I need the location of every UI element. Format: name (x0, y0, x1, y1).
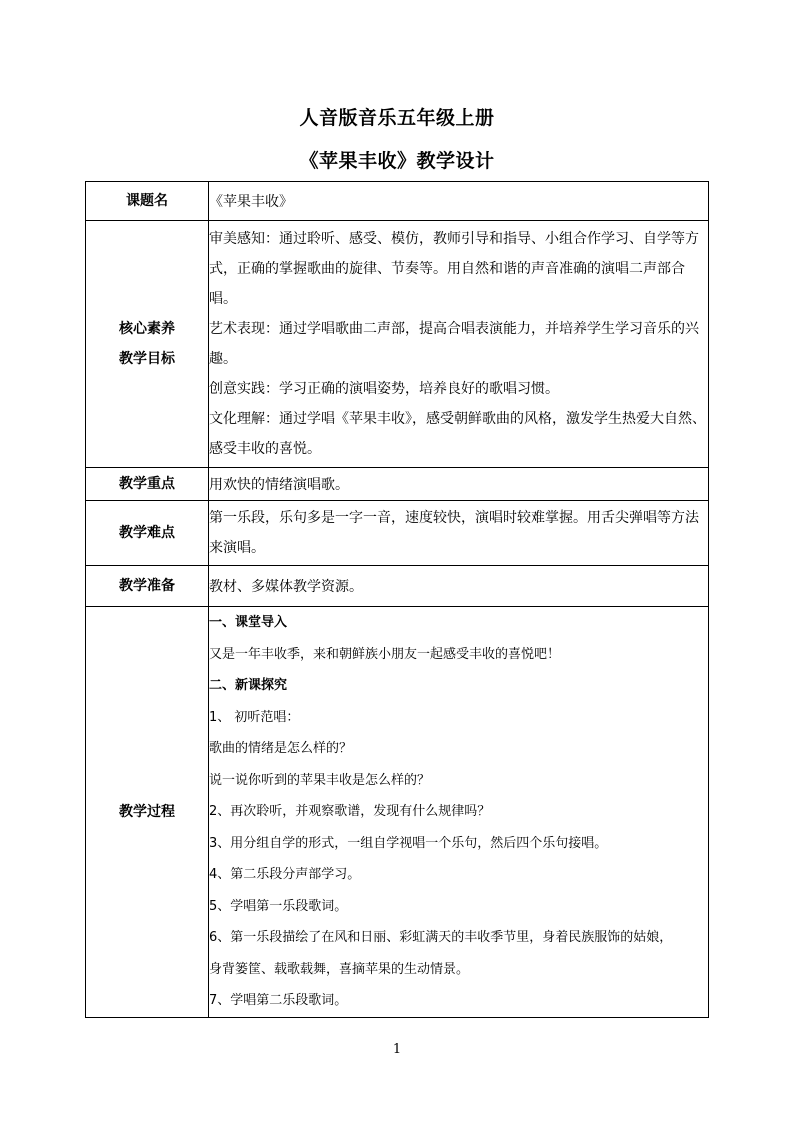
process-line: 5、学唱第一乐段歌词。 (209, 898, 348, 914)
process-line: 歌曲的情绪是怎么样的？ (209, 741, 353, 756)
page-number: 1 (392, 1042, 402, 1057)
table-row-process (86, 607, 709, 1018)
goals-label (86, 221, 209, 468)
topic-label: 课题名 (86, 182, 209, 221)
goal-artistic: 艺术表现：通过学唱歌曲二声部，提高合唱表演能力，并培养学生学习音乐的兴趣。 (209, 321, 699, 367)
goals-content (209, 221, 709, 468)
process-line: 二、新课探究 (209, 678, 288, 693)
process-line: 4、第二乐段分声部学习。 (209, 867, 361, 882)
table-row-key-point (86, 468, 709, 501)
lesson-plan-table (85, 181, 709, 1018)
preparation-label: 教学准备 (86, 566, 209, 607)
key-point-value: 用欢快的情绪演唱歌。 (209, 468, 709, 501)
process-line: 7、学唱第二乐段歌词。 (209, 993, 348, 1008)
process-line: 一、课堂导入 (209, 615, 288, 630)
process-content (209, 607, 709, 1018)
preparation-value: 教材、多媒体教学资源。 (209, 566, 709, 607)
goals-label-line2: 教学目标 (119, 351, 175, 367)
process-line: 身背篓筐、载歌载舞，喜摘苹果的生动情景。 (209, 961, 470, 977)
goal-cultural: 文化理解：通过学唱《苹果丰收》，感受朝鲜歌曲的风格，激发学生热爱大自然、感受丰收的喜悦。 (209, 411, 706, 457)
process-line: 2、再次聆听，并观察歌谱，发现有什么规律吗？ (209, 804, 491, 819)
table-row-difficulty (86, 501, 709, 566)
table-row-topic (86, 182, 709, 221)
process-line: 6、第一乐段描绘了在风和日丽、彩虹满天的丰收季节里，身着民族服饰的姑娘， (209, 930, 673, 945)
goal-aesthetic: 审美感知：通过聆听、感受、模仿，教师引导和指导、小组合作学习、自学等方式，正确的掌握歌曲的旋律、节奏等。用自然和谐的声音准确的演唱二声部合唱。 (209, 231, 699, 307)
process-line: 3、用分组自学的形式，一组自学视唱一个乐句，然后四个乐句接唱。 (209, 835, 608, 851)
difficulty-value: 第一乐段，乐句多是一字一音，速度较快，演唱时较难掌握。用舌尖弹唱等方法来演唱。 (209, 510, 699, 556)
topic-value: 《苹果丰收》 (209, 182, 709, 221)
process-line: 1、 初听范唱： (209, 709, 300, 725)
table-row-preparation (86, 566, 709, 607)
process-line: 说一说你听到的苹果丰收是怎么样的？ (209, 772, 431, 788)
goal-creative: 创意实践：学习正确的演唱姿势，培养良好的歌唱习惯。 (209, 381, 559, 397)
goals-label-line1: 核心素养 (119, 321, 175, 337)
process-line: 又是一年丰收季，来和朝鲜族小朋友一起感受丰收的喜悦吧！ (209, 646, 561, 662)
document-subtitle: 《苹果丰收》教学设计 (299, 150, 495, 172)
process-label: 教学过程 (86, 607, 209, 1018)
key-point-label: 教学重点 (86, 468, 209, 501)
document-title: 人音版音乐五年级上册 (299, 107, 495, 129)
difficulty-content (209, 501, 709, 566)
difficulty-label: 教学难点 (86, 501, 209, 566)
table-row-goals (86, 221, 709, 468)
